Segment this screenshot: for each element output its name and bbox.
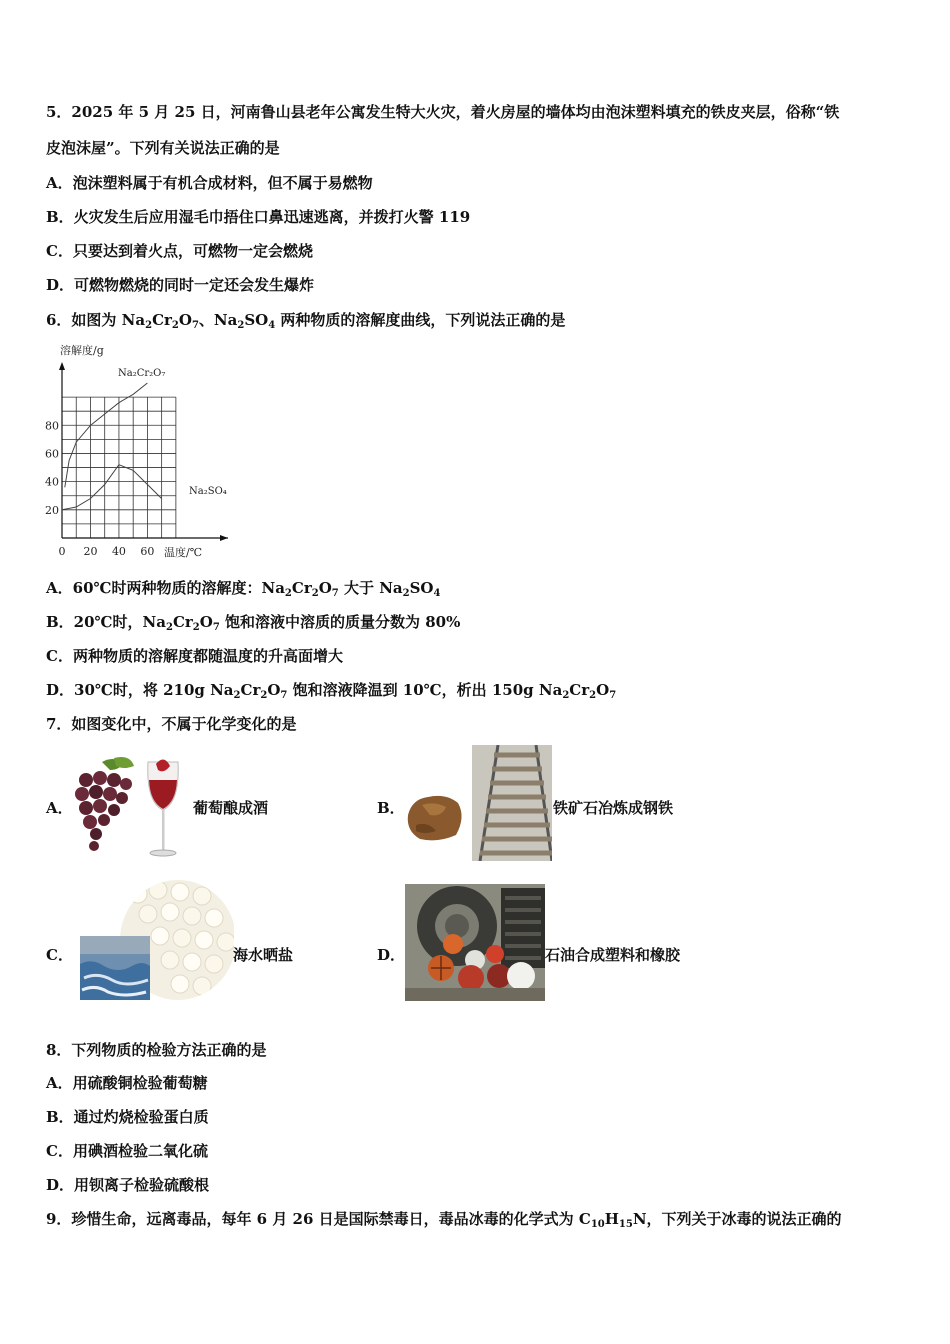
wine-glass-icon [148, 759, 178, 856]
chart-curves [62, 383, 162, 510]
chart-axes [59, 362, 228, 541]
q7-option-a-label: A． [46, 799, 73, 817]
y-axis-label: 溶解度/g [60, 344, 104, 357]
tires-balls-image [405, 884, 545, 1001]
q8-option-d: D．用钡离子检验硫酸根 [46, 1176, 210, 1194]
q5-option-d: D．可燃物燃烧的同时一定还会发生爆炸 [46, 276, 315, 294]
q8-option-c: C．用碘酒检验二氧化硫 [46, 1142, 208, 1160]
q9-stem: 9．珍惜生命，远离毒品，每年 6 月 26 日是国际禁毒日，毒品冰毒的化学式为 $C_{10}H_{15}N$，下列关于冰毒的说法正确的 [46, 1210, 842, 1230]
ore-rail-image [402, 745, 552, 861]
grape-icon [75, 757, 134, 851]
q5-option-b: B．火灾发生后应用湿毛巾捂住口鼻迅速逃离，并拨打火警 119 [46, 208, 471, 226]
q6-option-a: A．60℃时两种物质的溶解度：$Na_2Cr_2O_7$ 大于 $Na_2SO_4$ [46, 579, 441, 599]
q8-option-b: B．通过灼烧检验蛋白质 [46, 1108, 209, 1126]
q7-option-d-label: D． [377, 946, 406, 964]
x-axis-arrow [220, 535, 228, 541]
sea-water-icon [80, 936, 150, 1000]
sea-salt-image [78, 880, 234, 1002]
chart-grid [62, 397, 176, 538]
q5-option-a: A．泡沫塑料属于有机合成材料，但不属于易燃物 [46, 174, 373, 192]
x-axis-label: 温度/℃ [164, 546, 203, 559]
y-tick-label: 40 [45, 475, 59, 489]
q8-option-a: A．用硫酸铜检验葡萄糖 [46, 1074, 208, 1092]
y-tick-label: 20 [45, 503, 59, 517]
q7-option-a-caption: 葡萄酿成酒 [193, 799, 269, 817]
q5-stem-line1: 5．2025 年 5 月 25 日，河南鲁山县老年公寓发生特大火灾，着火房屋的墙体均由泡沫塑料填充的铁皮夹层，俗称“铁 [46, 103, 840, 121]
q7-option-c-caption: 海水晒盐 [233, 946, 294, 964]
q5-option-c: C．只要达到着火点，可燃物一定会燃烧 [46, 242, 313, 260]
series-label-na2so4: Na₂SO₄ [189, 486, 227, 497]
q7-option-b-caption: 铁矿石冶炼成钢铁 [553, 799, 674, 817]
series-label-na2cr2o7: Na₂Cr₂O₇ [118, 368, 166, 379]
q6-option-d: D．30℃时，将 210g $Na_2Cr_2O_7$ 饱和溶液降温到 10℃，析出 150g $Na_2Cr_2O_7$ [46, 681, 617, 701]
x-tick-label: 60 [140, 545, 155, 558]
x-tick-label: 40 [111, 545, 126, 558]
solubility-chart [40, 338, 240, 564]
x-tick-label: 20 [83, 545, 98, 558]
y-tick-label: 80 [45, 419, 59, 433]
q6-option-c: C．两种物质的溶解度都随温度的升高面增大 [46, 647, 343, 665]
q6-option-b: B．20℃时，$Na_2Cr_2O_7$ 饱和溶液中溶质的质量分数为 80% [46, 613, 461, 633]
series-line-na2so4 [62, 465, 162, 510]
q7-option-d-caption: 石油合成塑料和橡胶 [545, 946, 681, 964]
q7-stem: 7．如图变化中，不属于化学变化的是 [46, 715, 297, 733]
q8-stem: 8．下列物质的检验方法正确的是 [46, 1041, 267, 1059]
q5-stem-line2: 皮泡沫屋”。下列有关说法正确的是 [46, 139, 280, 157]
grape-wine-image [72, 752, 192, 864]
y-tick-label: 60 [45, 447, 59, 461]
q7-option-c-label: C． [46, 946, 73, 964]
q6-stem: 6．如图为 $Na_2Cr_2O_7$、$Na_2SO_4$ 两种物质的溶解度曲线，下列说法正确的是 [46, 311, 566, 331]
x-tick-label: 0 [58, 545, 66, 558]
iron-ore-icon [408, 796, 462, 840]
q7-option-b-label: B． [377, 799, 405, 817]
railway-track-icon [472, 745, 552, 861]
y-axis-arrow [59, 362, 65, 370]
